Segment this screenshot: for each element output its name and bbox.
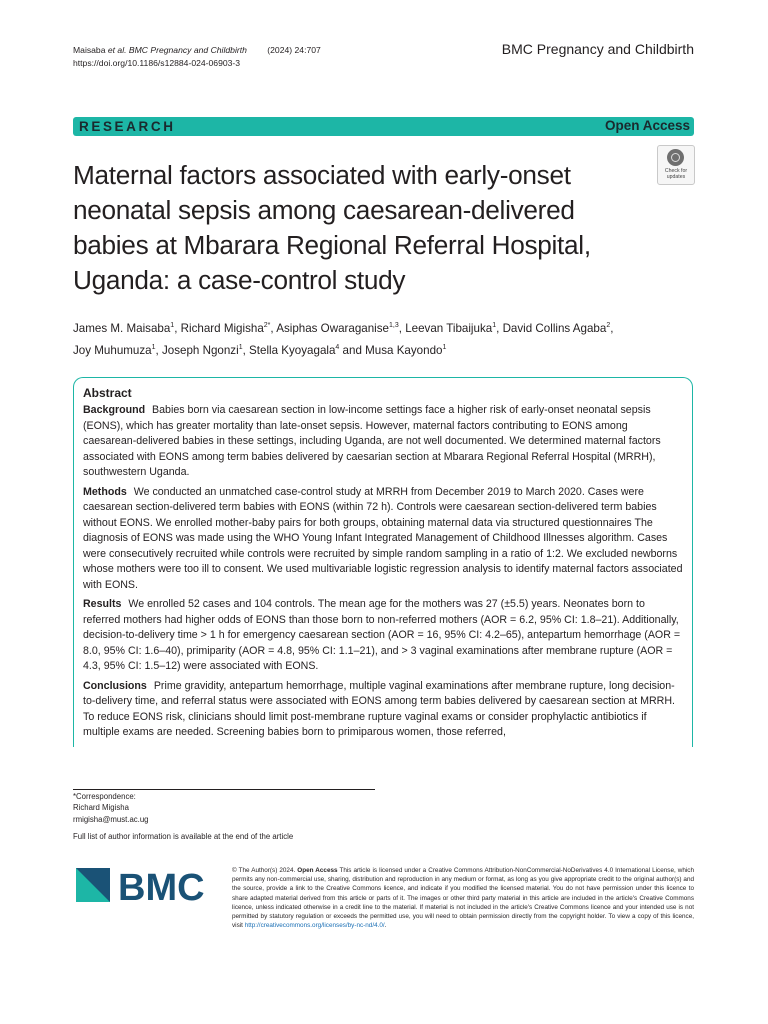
article-type-label: RESEARCH bbox=[79, 119, 176, 134]
header-author: Maisaba bbox=[73, 45, 106, 55]
methods-heading: Methods bbox=[83, 485, 127, 498]
check-updates-icon bbox=[667, 149, 684, 166]
copyright: © The Author(s) 2024. bbox=[232, 867, 296, 874]
bmc-logo bbox=[76, 866, 216, 906]
license-open-access: Open Access bbox=[297, 867, 338, 874]
abstract-heading: Abstract bbox=[83, 386, 132, 400]
abstract-conclusions bbox=[83, 679, 683, 741]
author: Joy Muhumuza$^1$, bbox=[73, 343, 162, 357]
correspondence-block bbox=[73, 791, 149, 825]
author: Stella Kyoyagala$^4$ and bbox=[249, 343, 366, 357]
running-header bbox=[73, 44, 321, 70]
check-updates-line1: Check for bbox=[664, 168, 688, 174]
author: David Collins Agaba$^2$, bbox=[502, 321, 614, 335]
license-link[interactable]: http://creativecommons.org/licenses/by-nc-nd/4.0/ bbox=[244, 922, 385, 930]
author: Asiphas Owaraganise$^{1,3}$, bbox=[276, 321, 406, 335]
author: James M. Maisaba$^1$, bbox=[73, 321, 181, 335]
article-title: Maternal factors associated with early-onset neonatal sepsis among caesarean-delivered babies at Mbarara Regional Referral Hospital, Uganda: a case-control study bbox=[73, 160, 591, 295]
abstract-background bbox=[83, 403, 683, 481]
author: Joseph Ngonzi$^1$, bbox=[161, 343, 250, 357]
correspondence-label: *Correspondence: bbox=[73, 792, 136, 801]
check-for-updates-badge[interactable] bbox=[657, 145, 695, 185]
background-text: Babies born via caesarean section in low-income settings face a higher risk of early-onset neonatal sepsis (EONS), which has greater mortality than late-onset sepsis. However, maternal factors contributing to EONS among caesarean-delivered babies in these settings, including Uganda, are not well documented. We determined maternal factors associated with EONS among term babies delivered by caesarian section at Mbarara Regional Referral Hospital (MRRH), southwestern Uganda. bbox=[83, 404, 661, 478]
author: Leevan Tibaijuka$^1$, bbox=[405, 321, 503, 335]
bmc-logo-text: BMC bbox=[118, 867, 205, 906]
conclusions-text: Prime gravidity, antepartum hemorrhage, multiple vaginal examinations after membrane rupture, long decision-to-delivery time, and referral status were associated with EONS among term babies delivered by caesarean section at MRRH. To reduce EONS risk, clinicians should limit post-membrane rupture vaginal exams or consider prophylactic antibiotics if multiple exams are needed. Screening babies born to primiparous women, those referred, bbox=[83, 679, 675, 738]
background-heading: Background bbox=[83, 404, 146, 416]
license-text: This article is licensed under a Creative Commons Attribution-NonCommercial-NoDerivatives 4.0 International License, which permits any non-commercial use, sharing, distribution and reproduction in any medium or format, as long as you give appropriate credit to the original author(s) and the source, provide a link to the Creative Commons licence, and indicate if you modified the licensed material. You do not have permission under this licence to share adapted material derived from this article or parts of it. The images or other third party material in this article are included in the article's Creative Commons licence, unless indicated otherwise in a credit line to the material. If material is not included in the article's Creative Commons licence and your intended use is not permitted by statutory regulation or exceeds the permitted use, you will need to obtain permission directly from the copyright holder. To view a copy of this licence, visit bbox=[232, 867, 695, 930]
correspondence-name: Richard Migisha bbox=[73, 803, 129, 813]
author: Richard Migisha$^{2*}$, bbox=[180, 321, 277, 335]
journal-name: BMC Pregnancy and Childbirth bbox=[501, 41, 694, 57]
check-updates-text bbox=[658, 168, 694, 180]
license-end: . bbox=[384, 922, 387, 930]
article-type-banner bbox=[73, 117, 694, 136]
author-info-note: Full list of author information is available at the end of the article bbox=[73, 832, 294, 841]
abstract-methods bbox=[83, 485, 683, 594]
header-journal-ref: et al. BMC Pregnancy and Childbirth bbox=[107, 45, 247, 55]
results-text: We enrolled 52 cases and 104 controls. The mean age for the mothers was 27 (±5.5) years. Neonates born to referred mothers had higher odds of EONS than those born to non-referred mothers (AOR = 6.2, 95% CI: 1.8–21). Additionally, decision-to-delivery time > 1 h for emergency caesarean section (AOR = 16, 95% CI: 4.2–65), antepartum hemorrhage (AOR = 8.0, 95% CI: 1.6–40), primiparity (AOR = 4.8, 95% CI: 1.1–21), and > 3 vaginal examinations after membrane rupture (AOR = 4.3, 95% CI: 1.5–12) were associated with EONS. bbox=[83, 598, 681, 672]
abstract-box bbox=[73, 377, 693, 747]
footnote-divider bbox=[73, 789, 375, 790]
doi-link[interactable]: https://doi.org/10.1186/s12884-024-06903-3 bbox=[73, 58, 241, 68]
correspondence-email[interactable]: rmigisha@must.ac.ug bbox=[73, 814, 149, 824]
abstract-results bbox=[83, 597, 683, 675]
open-access-label: Open Access bbox=[604, 118, 690, 133]
check-updates-line2: updates bbox=[666, 174, 686, 180]
license-statement bbox=[232, 866, 694, 930]
methods-text: We conducted an unmatched case-control study at MRRH from December 2019 to March 2020. Cases were caesarean section-delivered term babies with EONS (within 72 h). Controls were caesarean section-delivered term babies without EONS. We enrolled mother-baby pairs for both groups, obtaining maternal data via structured questionnaires The diagnosis of EONS was made using the WHO Young Infant Integrated Management of Childhood Illnesses algorithm. Cases were consecutively recruited while controls were recruited by simple random sampling in a ratio of 1:2. We excluded newborns whose mothers were too ill to consent. We used multivariable logistic regression analysis to identify maternal factors associated with EONS. bbox=[83, 485, 683, 591]
header-year-volume: (2024) 24:707 bbox=[267, 45, 321, 55]
citation-line bbox=[73, 44, 321, 57]
results-heading: Results bbox=[83, 598, 122, 610]
author: Musa Kayondo$^1$ bbox=[365, 343, 447, 357]
author-list bbox=[73, 316, 673, 360]
conclusions-heading: Conclusions bbox=[83, 679, 147, 692]
